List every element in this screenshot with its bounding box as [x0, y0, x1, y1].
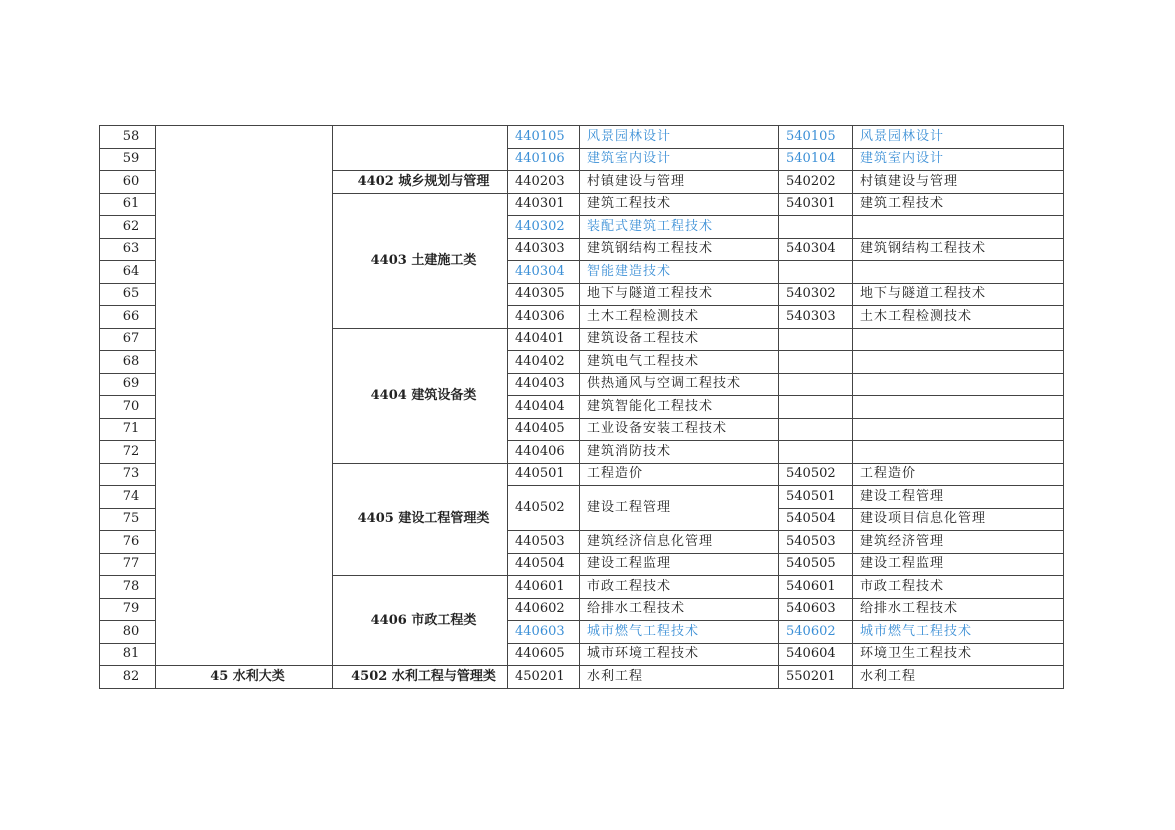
major-name-higher-vocational: 建筑设备工程技术 [580, 328, 779, 351]
code-old-catalog: 540603 [779, 598, 853, 621]
row-number: 61 [100, 193, 156, 216]
row-number: 78 [100, 576, 156, 599]
major-name-higher-vocational: 建设工程管理 [580, 486, 779, 531]
code-old-catalog [779, 441, 853, 464]
major-name-old-catalog [853, 351, 1064, 374]
code-old-catalog: 540601 [779, 576, 853, 599]
major-name-old-catalog [853, 418, 1064, 441]
row-number: 73 [100, 463, 156, 486]
code-higher-vocational: 440402 [508, 351, 580, 374]
category-label: 4406 市政工程类 [333, 576, 508, 666]
row-number: 69 [100, 373, 156, 396]
majors-table-container [99, 125, 1064, 689]
code-higher-vocational: 440605 [508, 643, 580, 666]
row-number: 82 [100, 666, 156, 689]
code-higher-vocational: 440503 [508, 531, 580, 554]
code-old-catalog: 540304 [779, 238, 853, 261]
code-higher-vocational: 440601 [508, 576, 580, 599]
major-name-higher-vocational: 智能建造技术 [580, 261, 779, 284]
row-number: 65 [100, 283, 156, 306]
row-number: 76 [100, 531, 156, 554]
major-name-old-catalog: 给排水工程技术 [853, 598, 1064, 621]
code-higher-vocational: 440603 [508, 621, 580, 644]
major-name-old-catalog: 地下与隧道工程技术 [853, 283, 1064, 306]
code-higher-vocational: 440203 [508, 171, 580, 194]
code-old-catalog [779, 261, 853, 284]
major-name-old-catalog: 建筑经济管理 [853, 531, 1064, 554]
category-label: 4403 土建施工类 [333, 193, 508, 328]
code-higher-vocational: 440406 [508, 441, 580, 464]
major-name-higher-vocational: 建筑消防技术 [580, 441, 779, 464]
major-name-higher-vocational: 供热通风与空调工程技术 [580, 373, 779, 396]
code-old-catalog: 540502 [779, 463, 853, 486]
code-higher-vocational: 440403 [508, 373, 580, 396]
code-old-catalog [779, 396, 853, 419]
code-old-catalog [779, 373, 853, 396]
major-name-old-catalog: 建筑工程技术 [853, 193, 1064, 216]
major-name-old-catalog: 环境卫生工程技术 [853, 643, 1064, 666]
row-number: 60 [100, 171, 156, 194]
row-number: 70 [100, 396, 156, 419]
code-old-catalog: 540104 [779, 148, 853, 171]
major-class-label: 45 水利大类 [156, 666, 333, 689]
category-label: 4402 城乡规划与管理 [333, 171, 508, 194]
row-number: 58 [100, 126, 156, 149]
major-name-higher-vocational: 建筑室内设计 [580, 148, 779, 171]
majors-table [99, 125, 1064, 689]
code-higher-vocational: 440404 [508, 396, 580, 419]
major-name-old-catalog: 土木工程检测技术 [853, 306, 1064, 329]
major-name-higher-vocational: 风景园林设计 [580, 126, 779, 149]
major-name-old-catalog: 工程造价 [853, 463, 1064, 486]
major-name-old-catalog: 风景园林设计 [853, 126, 1064, 149]
major-name-higher-vocational: 市政工程技术 [580, 576, 779, 599]
major-name-higher-vocational: 工业设备安装工程技术 [580, 418, 779, 441]
code-higher-vocational: 440602 [508, 598, 580, 621]
major-name-old-catalog: 市政工程技术 [853, 576, 1064, 599]
code-old-catalog: 540505 [779, 553, 853, 576]
code-old-catalog [779, 418, 853, 441]
code-old-catalog: 540503 [779, 531, 853, 554]
category-cell-empty [333, 126, 508, 171]
row-number: 66 [100, 306, 156, 329]
code-old-catalog: 540501 [779, 486, 853, 509]
row-number: 59 [100, 148, 156, 171]
code-higher-vocational: 440504 [508, 553, 580, 576]
row-number: 71 [100, 418, 156, 441]
code-higher-vocational: 440105 [508, 126, 580, 149]
major-name-old-catalog [853, 261, 1064, 284]
major-name-higher-vocational: 给排水工程技术 [580, 598, 779, 621]
row-number: 63 [100, 238, 156, 261]
major-name-old-catalog: 建设工程监理 [853, 553, 1064, 576]
major-name-higher-vocational: 村镇建设与管理 [580, 171, 779, 194]
row-number: 79 [100, 598, 156, 621]
code-old-catalog: 540202 [779, 171, 853, 194]
code-old-catalog: 540602 [779, 621, 853, 644]
major-name-higher-vocational: 土木工程检测技术 [580, 306, 779, 329]
code-higher-vocational: 440401 [508, 328, 580, 351]
major-name-higher-vocational: 建筑电气工程技术 [580, 351, 779, 374]
code-old-catalog: 540105 [779, 126, 853, 149]
code-higher-vocational: 440304 [508, 261, 580, 284]
table-row [100, 126, 1064, 149]
code-old-catalog: 540303 [779, 306, 853, 329]
major-name-old-catalog: 建设工程管理 [853, 486, 1064, 509]
code-old-catalog [779, 216, 853, 239]
row-number: 74 [100, 486, 156, 509]
code-old-catalog: 540302 [779, 283, 853, 306]
major-name-higher-vocational: 城市环境工程技术 [580, 643, 779, 666]
major-name-higher-vocational: 建筑智能化工程技术 [580, 396, 779, 419]
row-number: 81 [100, 643, 156, 666]
major-name-higher-vocational: 城市燃气工程技术 [580, 621, 779, 644]
code-higher-vocational: 440306 [508, 306, 580, 329]
major-name-old-catalog [853, 441, 1064, 464]
major-name-old-catalog: 城市燃气工程技术 [853, 621, 1064, 644]
major-name-higher-vocational: 工程造价 [580, 463, 779, 486]
code-old-catalog [779, 351, 853, 374]
code-higher-vocational: 440301 [508, 193, 580, 216]
major-name-old-catalog: 建筑钢结构工程技术 [853, 238, 1064, 261]
code-higher-vocational: 440405 [508, 418, 580, 441]
code-old-catalog: 540301 [779, 193, 853, 216]
major-name-old-catalog [853, 328, 1064, 351]
row-number: 75 [100, 508, 156, 531]
major-class-cell-empty [156, 126, 333, 666]
major-name-old-catalog: 水利工程 [853, 666, 1064, 689]
category-label: 4405 建设工程管理类 [333, 463, 508, 576]
major-name-higher-vocational: 建筑经济信息化管理 [580, 531, 779, 554]
code-higher-vocational: 440305 [508, 283, 580, 306]
major-name-old-catalog [853, 373, 1064, 396]
table-row [100, 666, 1064, 689]
row-number: 68 [100, 351, 156, 374]
major-name-higher-vocational: 地下与隧道工程技术 [580, 283, 779, 306]
row-number: 72 [100, 441, 156, 464]
code-old-catalog: 550201 [779, 666, 853, 689]
code-higher-vocational: 440501 [508, 463, 580, 486]
major-name-old-catalog [853, 216, 1064, 239]
code-higher-vocational: 440502 [508, 486, 580, 531]
major-name-higher-vocational: 建筑工程技术 [580, 193, 779, 216]
code-higher-vocational: 440303 [508, 238, 580, 261]
code-higher-vocational: 440302 [508, 216, 580, 239]
major-name-higher-vocational: 建设工程监理 [580, 553, 779, 576]
row-number: 80 [100, 621, 156, 644]
major-name-higher-vocational: 水利工程 [580, 666, 779, 689]
major-name-old-catalog: 建设项目信息化管理 [853, 508, 1064, 531]
row-number: 67 [100, 328, 156, 351]
code-old-catalog [779, 328, 853, 351]
row-number: 77 [100, 553, 156, 576]
row-number: 64 [100, 261, 156, 284]
major-name-old-catalog [853, 396, 1064, 419]
major-name-old-catalog: 建筑室内设计 [853, 148, 1064, 171]
code-higher-vocational: 440106 [508, 148, 580, 171]
major-name-higher-vocational: 装配式建筑工程技术 [580, 216, 779, 239]
code-old-catalog: 540504 [779, 508, 853, 531]
code-old-catalog: 540604 [779, 643, 853, 666]
major-name-old-catalog: 村镇建设与管理 [853, 171, 1064, 194]
code-higher-vocational: 450201 [508, 666, 580, 689]
major-name-higher-vocational: 建筑钢结构工程技术 [580, 238, 779, 261]
row-number: 62 [100, 216, 156, 239]
category-label: 4404 建筑设备类 [333, 328, 508, 463]
category-label: 4502 水利工程与管理类 [333, 666, 508, 689]
